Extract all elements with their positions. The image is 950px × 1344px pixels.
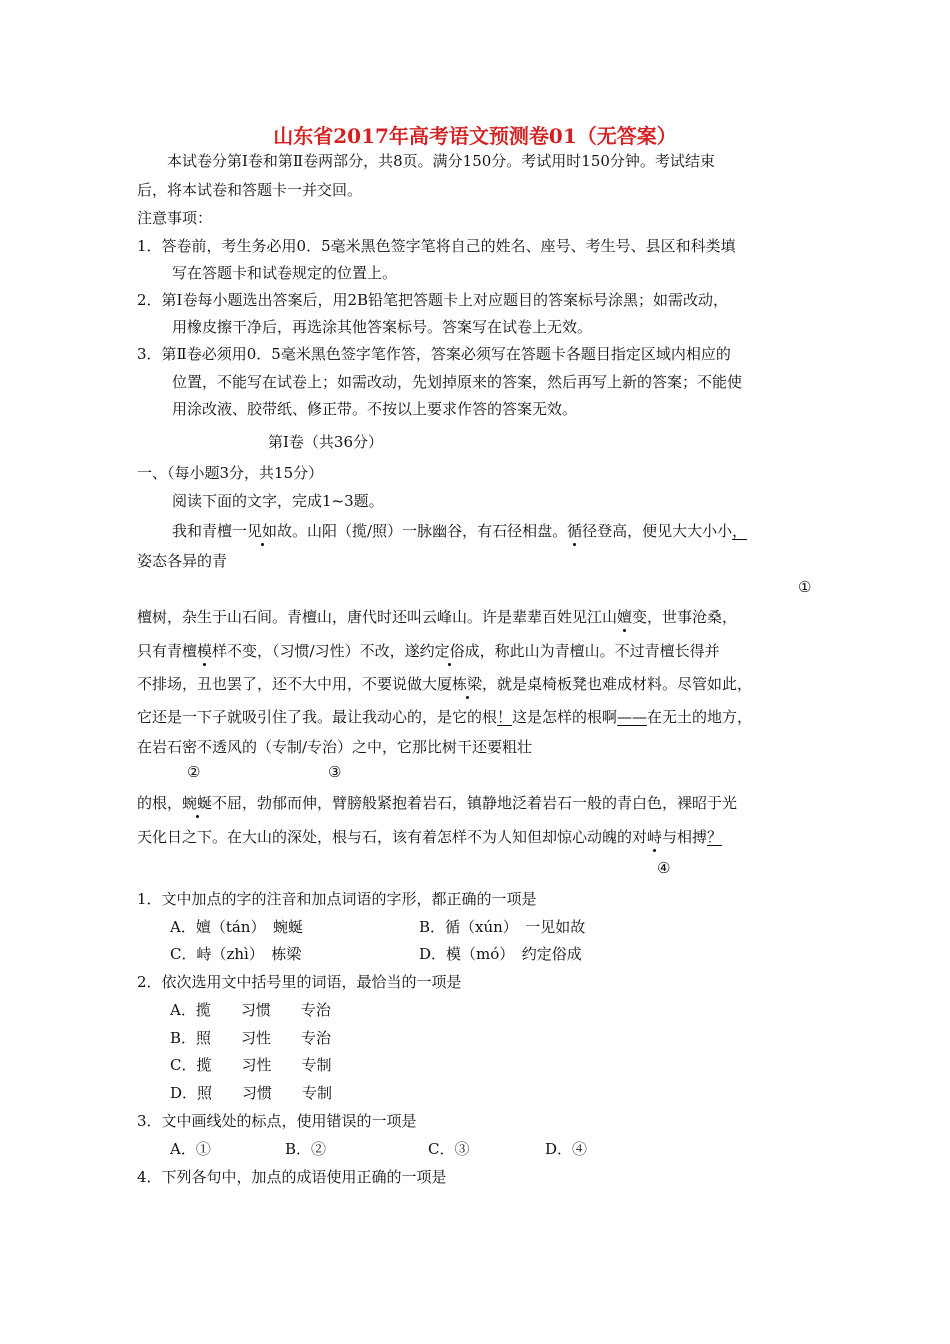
- note-3-line-2: 位置，不能写在试卷上；如需改动，先划掉原来的答案，然后再写上新的答案；不能使: [172, 373, 743, 391]
- dotted-idiom-2: 约定俗成: [419, 642, 480, 660]
- marker-4: ④: [657, 859, 671, 877]
- passage-line-3: 檀树，杂生于山石间。青檀山，唐代时还叫云峰山。许是辈辈百姓见江山嬗变，世事沧桑，: [137, 608, 738, 626]
- q3-option-c: C．③: [428, 1140, 470, 1158]
- q2-option-b: B．照 习性 专治: [170, 1029, 332, 1047]
- passage-line-7: 在岩石密不透风的（专制/专治）之中，它那比树干还要粗壮: [137, 738, 533, 756]
- question-3-stem: 3．文中画线处的标点，使用错误的一项是: [137, 1112, 417, 1130]
- passage-line-4: 只有青檀模样不变，（习惯/习性）不改，遂约定俗成，称此山为青檀山。不过青檀长得并: [137, 642, 720, 660]
- intro-line-2: 后，将本试卷和答题卡一并交回。: [137, 181, 363, 199]
- question-4-stem: 4．下列各句中，加点的成语使用正确的一项是: [137, 1168, 447, 1186]
- q2-option-c: C．揽 习性 专制: [170, 1056, 332, 1074]
- question-1-stem: 1．文中加点的字的注音和加点词语的字形，都正确的一项是: [137, 890, 537, 908]
- note-2-line-1: 2．第Ⅰ卷每小题选出答案后，用2B铅笔把答题卡上对应题目的答案标号涂黑；如需改动，: [137, 291, 729, 309]
- passage-line-5: 不排场，丑也罢了，还不大中用，不要说做大厦栋梁，就是桌椅板凳也难成材料。尽管如此，: [137, 675, 753, 693]
- reading-instruction: 阅读下面的文字，完成1~3题。: [172, 492, 384, 510]
- q3-option-d: D．④: [545, 1140, 588, 1158]
- marker-3: ③: [328, 763, 342, 781]
- dotted-char-shan: 嬗: [617, 608, 633, 626]
- part-1-header: 一、（每小题3分，共15分）: [137, 464, 324, 482]
- note-1-line-2: 写在答题卡和试卷规定的位置上。: [172, 264, 398, 282]
- note-3-line-1: 3．第Ⅱ卷必须用0．5毫米黑色签字笔作答，答案必须写在答题卡各题目指定区域内相应的: [137, 345, 731, 363]
- note-3-line-3: 用涂改液、胶带纸、修正带。不按以上要求作答的答案无效。: [172, 400, 578, 418]
- note-1-line-1: 1．答卷前，考生务必用0．5毫米黑色签字笔将自己的姓名、座号、考生号、县区和科类填: [137, 237, 736, 255]
- passage-line-9: 天化日之下。在大山的深处，根与石，该有着怎样不为人知但却惊心动魄的对峙与相搏？: [137, 828, 723, 846]
- notes-header: 注意事项：: [137, 209, 213, 227]
- underlined-mark-3: ——: [617, 708, 648, 726]
- passage-line-2: 姿态各异的青: [137, 552, 228, 570]
- passage-line-1: 我和青檀一见如故。山阳（揽/照）一脉幽谷，有石径相盘。循径登高，便见大大小小，: [172, 522, 748, 540]
- marker-1: ①: [798, 578, 812, 596]
- q1-option-b: B．循（xún） 一见如故: [419, 918, 586, 936]
- note-2-line-2: 用橡皮擦干净后，再选涂其他答案标号。答案写在试卷上无效。: [172, 318, 593, 336]
- dotted-idiom: 一见如故: [232, 522, 293, 540]
- q1-option-c: C．峙（zhì） 栋梁: [170, 945, 302, 963]
- q1-option-a: A．嬗（tán） 蜿蜒: [170, 918, 303, 936]
- underlined-mark-2: ！: [497, 708, 513, 726]
- dotted-char-zhi: 峙: [647, 828, 663, 846]
- dotted-word-dongliang: 栋梁: [452, 675, 483, 693]
- dotted-char-xun: 循: [567, 522, 583, 540]
- dotted-char-mo: 模: [197, 642, 213, 660]
- exam-title: 山东省2017年高考语文预测卷01（无答案）: [273, 124, 677, 148]
- underlined-mark-1: ，: [732, 522, 748, 540]
- question-2-stem: 2．依次选用文中括号里的词语，最恰当的一项是: [137, 973, 462, 991]
- q3-option-b: B．②: [285, 1140, 327, 1158]
- q2-option-d: D．照 习惯 专制: [170, 1084, 333, 1102]
- passage-line-6: 它还是一下子就吸引住了我。最让我动心的，是它的根！这是怎样的根啊——在无土的地方，: [137, 708, 753, 726]
- section-1-title: 第Ⅰ卷（共36分）: [268, 433, 384, 451]
- intro-line-1: 本试卷分第Ⅰ卷和第Ⅱ卷两部分，共8页。满分150分。考试用时150分钟。考试结束: [167, 152, 715, 170]
- q2-option-a: A．揽 习惯 专治: [170, 1001, 331, 1019]
- marker-2: ②: [187, 763, 201, 781]
- passage-line-8: 的根，蜿蜒不屈，勃郁而伸，臂膀般紧抱着岩石，镇静地泛着岩石一般的青白色，裸昭于光: [137, 794, 738, 812]
- dotted-word-wanyan: 蜿蜒: [182, 794, 213, 812]
- underlined-mark-4: ？: [707, 828, 723, 846]
- q3-option-a: A．①: [170, 1140, 211, 1158]
- q1-option-d: D．模（mó） 约定俗成: [419, 945, 582, 963]
